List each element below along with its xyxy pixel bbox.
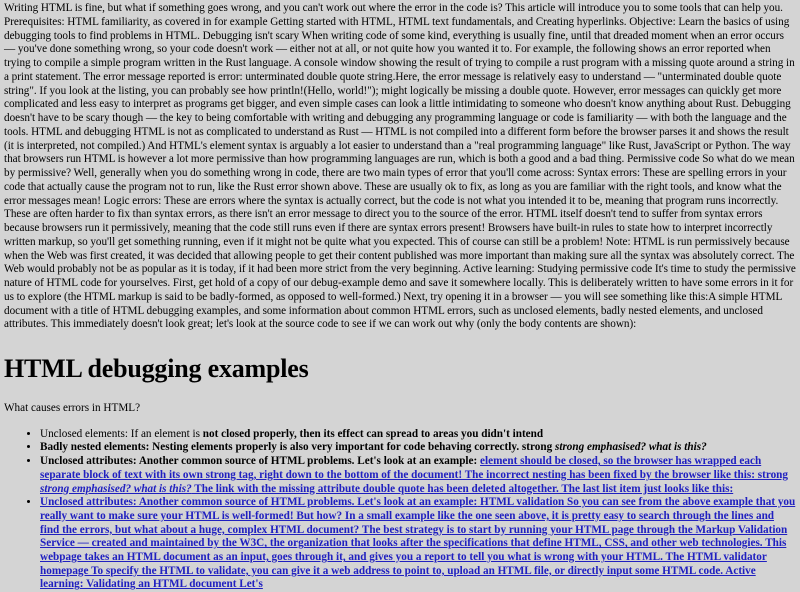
list-item-bold: not closed properly, then its effect can spread to areas you didn't intend	[202, 427, 544, 440]
list-item-bold-lead: Unclosed attributes: Another common source of HTML problems. Let's look at an example:	[40, 455, 481, 468]
list-item-badly-nested-elements	[40, 441, 796, 455]
html-validation-link[interactable]	[40, 496, 795, 590]
list-item-unclosed-attributes	[40, 455, 796, 496]
link-body: HTML validation So you can see from the above example that you really want to make sure your HTML is well-formed! But how? In a small example like the one seen above, it is pretty easy to search through the lines and find the errors, but what about a huge, complex HTML document? The best strategy is to start by running your HTML page through the Markup Validation Service — created and maintained by the W3C, the organization that looks after the specifications that define HTML, CSS, and other web technologies. This webpage takes an HTML document as an input, goes through it, and gives you a report to tell you what is wrong with your HTML. The HTML validator homepage To specify the HTML to validate, you can give it a web address to point to, upload an HTML file, or directly input some HTML code. Active learning: Validating an HTML document Let's	[40, 496, 796, 591]
link-lead: Unclosed attributes: Another common source of HTML problems. Let's look at an example:	[40, 496, 478, 509]
link-text-part-b: The link with the missing attribute double quote has been deleted altogether. The last list item just looks like this:	[191, 482, 734, 495]
list-item-lead: Unclosed elements:	[40, 427, 128, 440]
list-item-italic: strong emphasised? what is this?	[554, 441, 707, 454]
link-text-italic: strong emphasised? what is this?	[40, 482, 192, 495]
list-item-bold: Badly nested elements: Nesting elements properly is also very important for code behaving correctly. strong	[40, 441, 555, 454]
list-item-unclosed-elements	[40, 428, 796, 442]
link-text-part-a: element should be closed, so the browser has wrapped each separate block of text with its own strong tag, right down to the bottom of the document! The incorrect nesting has been fixed by the browser like this: strong	[40, 455, 788, 481]
list-item-text: If an element is	[127, 427, 203, 440]
sub-question: What causes errors in HTML?	[4, 402, 141, 414]
page-title: HTML debugging examples	[4, 354, 309, 383]
error-list	[4, 428, 796, 592]
intro-paragraph: Writing HTML is fine, but what if something goes wrong, and you can't work out where the error in the code is? This article will introduce you to some tools that can help you. Prerequisites: HTML familiarity, as covered in for example Getting started with HTML, HTML text fundamentals, and Creating hyperlinks. Objective: Learn the basics of using debugging tools to find problems in HTML. Debugging isn't scary When writing code of some kind, everything is usually fine, until that dreaded moment when an error occurs — you've done something wrong, so your code doesn't work — either not at all, or not quite how you wanted it to. For example, the following shows an error reported when trying to compile a simple program written in the Rust language. A console window showing the result of trying to compile a rust program with a missing quote around a string in a print statement. The error message reported is error: unterminated double quote string.Here, the error message is relatively easy to understand — "unterminated double quote string". If you look at the listing, you can probably see how println!(Hello, world!"); might logically be missing a double quote. However, error messages can quickly get more complicated and less easy to interpret as programs get bigger, and even simple cases can look a little intimidating to someone who doesn't know anything about Rust. Debugging doesn't have to be scary though — the key to being comfortable with writing and debugging any programming language or code is familiarity — with both the language and the tools. HTML and debugging HTML is not as complicated to understand as Rust — HTML is not compiled into a different form before the browser parses it and shows the result (it is interpreted, not compiled.) And HTML's element syntax is arguably a lot easier to understand than a "real programming language" like Rust, JavaScript or Python. The way that browsers run HTML is however a lot more permissive than how programming languages are run, which is both a good and a bad thing. Permissive code So what do we mean by permissive? Well, generally when you do something wrong in code, there are two main types of error that you'll come across: Syntax errors: These are spelling errors in your code that actually cause the program not to run, like the Rust error shown above. These are usually ok to fix, as long as you are familiar with the right tools, and know what the error messages mean! Logic errors: These are errors where the syntax is actually correct, but the code is not what you intended it to be, meaning that program runs incorrectly. These are often harder to fix than syntax errors, as there isn't an error message to direct you to the source of the error. HTML itself doesn't tend to suffer from syntax errors because browsers run it permissively, meaning that the code still runs even if there are syntax errors present! Browsers have built-in rules to state how to interpret incorrectly written markup, so you'll get something running, even if it might not be quite what you expected. This of course can still be a problem! Note: HTML is run permissively because when the Web was first created, it was decided that allowing people to get their content published was more important than making sure all the syntax was absolutely correct. The Web would probably not be as popular as it is today, if it had been more strict from the very beginning. Active learning: Studying permissive code It's time to study the permissive nature of HTML code for yourselves. First, get hold of a copy of our debug-example demo and save it somewhere locally. This is deliberately written to have some errors in it for us to explore (the HTML markup is said to be badly-formed, as opposed to well-formed.) Next, try opening it in a browser — you will see something like this:A simple HTML document with a title of HTML debugging examples, and some information about common HTML errors, such as unclosed elements, badly nested elements, and unclosed attributes. This immediately doesn't look great; let's look at the source code to see if we can work out why (only the body contents are shown):	[4, 2, 796, 331]
list-item-unclosed-attributes-validation	[40, 496, 796, 592]
